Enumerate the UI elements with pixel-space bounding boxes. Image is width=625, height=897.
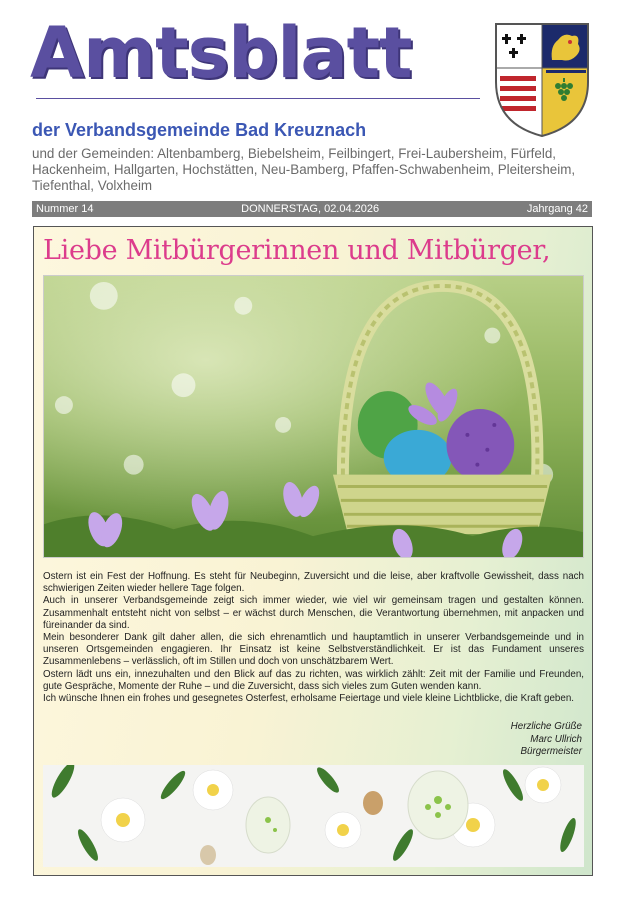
letter-paragraph: Mein besonderer Dank gilt daher allen, die sich ehrenamtlich und hauptamtlich in unserer Verbandsgemeinde und in unseren Ortsgemeinden engagieren. Ihr Einsatz ist keine Selbstverständlichkeit. Er ist das Fundament unseres Zusammenlebens – verlässlich, oft im Stillen und doch von unschätzbarem Wert. (43, 632, 584, 668)
easter-basket-photo (43, 275, 584, 558)
issue-number: Nummer 14 (36, 203, 94, 215)
letter-paragraph: Auch in unserer Verbandsgemeinde zeigt sich immer wieder, wie viel wir gemeinsam tragen und gestalten können. Zusammenhalt entsteht nicht von selbst – er wächst durch Menschen, die Verantwortung übernehmen, mit anpacken und füreinander da sind. (43, 595, 584, 631)
communities-list: und der Gemeinden: Altenbamberg, Biebelsheim, Feilbingert, Frei-Laubersheim, Fürfeld, Hackenheim, Hallgarten, Hochstätten, Neu-Bamberg, Pfaffen-Schwabenheim, Pleitersheim, Tiefenthal, Volxheim (32, 146, 576, 193)
signoff-role: Bürgermeister (520, 746, 582, 758)
issue-volume: Jahrgang 42 (526, 203, 588, 215)
letter-body (43, 571, 584, 705)
signoff-greeting: Herzliche Grüße (510, 721, 582, 732)
letter-paragraph: Ostern ist ein Fest der Hoffnung. Es steht für Neubeginn, Zuversicht und die leise, aber kraftvolle Gewissheit, dass nach schwierigen Zeiten wieder hellere Tage folgen. (43, 571, 584, 595)
signoff-name: Marc Ullrich (530, 733, 582, 745)
coat-of-arms (492, 20, 592, 140)
issue-date: DONNERSTAG, 02.04.2026 (241, 203, 380, 215)
easter-greeting-panel (33, 226, 593, 876)
masthead-subtitle: der Verbandsgemeinde Bad Kreuznach (32, 120, 367, 140)
issue-info-bar (32, 201, 592, 217)
letter-paragraph: Ich wünsche Ihnen ein frohes und gesegnetes Osterfest, erholsame Feiertage und viele kleine Lichtblicke, die Kraft geben. (43, 693, 574, 705)
greeting-heading: Liebe Mitbürgerinnen und Mitbürger, (43, 235, 551, 266)
title-underline (36, 98, 480, 99)
signature-block (511, 721, 582, 759)
easter-eggs-daisies-photo (43, 765, 584, 867)
letter-paragraph: Ostern lädt uns ein, innezuhalten und den Blick auf das zu richten, was wirklich zählt: Zeit mit der Familie und Freunden, gute Gespräche, Momente der Ruhe – und die Zuversicht, dass sich vieles zum Guten wenden kann. (43, 668, 584, 692)
masthead-title: Amtsblatt (30, 12, 412, 94)
